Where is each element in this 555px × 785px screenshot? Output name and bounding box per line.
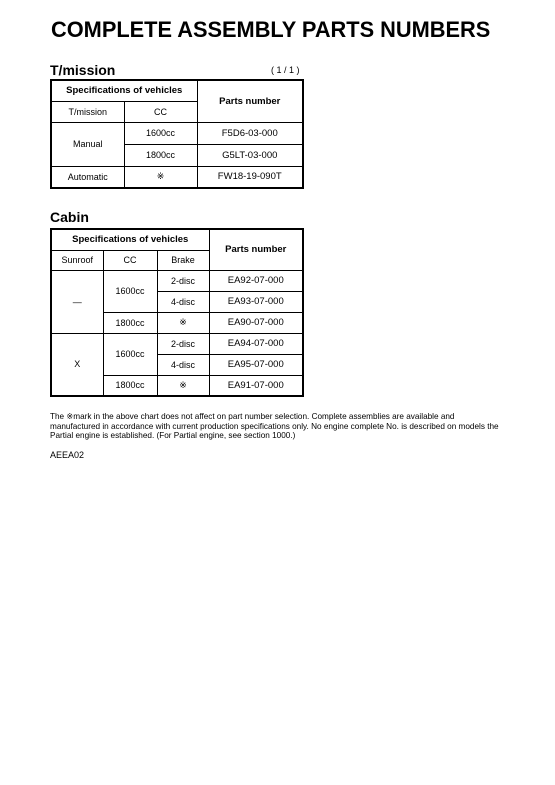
cabin-parts-table xyxy=(50,228,304,397)
spec-header: Specifications of vehicles xyxy=(51,229,209,250)
col-header-brake: Brake xyxy=(157,250,209,270)
cc-cell: 1800cc xyxy=(124,144,197,166)
brake-cell: 2-disc xyxy=(157,270,209,291)
table-row xyxy=(51,333,303,354)
table-row xyxy=(51,270,303,291)
col-header-cc: CC xyxy=(103,250,157,270)
cc-cell: 1600cc xyxy=(124,122,197,144)
part-number-cell: EA93-07-000 xyxy=(209,291,303,312)
brake-cell: 2-disc xyxy=(157,333,209,354)
cc-cell: ※ xyxy=(124,166,197,188)
brake-cell: ※ xyxy=(157,375,209,396)
sunroof-cell: — xyxy=(51,270,103,333)
transmission-heading: T/mission xyxy=(50,62,116,78)
parts-number-header: Parts number xyxy=(209,229,303,270)
cc-cell: 1600cc xyxy=(103,270,157,312)
sunroof-cell: X xyxy=(51,333,103,396)
parts-number-header: Parts number xyxy=(197,80,303,122)
page-indicator: ( 1 / 1 ) xyxy=(271,65,300,75)
tmission-type-cell: Manual xyxy=(51,122,124,166)
cc-cell: 1600cc xyxy=(103,333,157,375)
col-header-sunroof: Sunroof xyxy=(51,250,103,270)
brake-cell: 4-disc xyxy=(157,354,209,375)
part-number-cell: EA95-07-000 xyxy=(209,354,303,375)
part-number-cell: FW18-19-090T xyxy=(197,166,303,188)
transmission-parts-table xyxy=(50,79,304,189)
spec-header: Specifications of vehicles xyxy=(51,80,197,101)
table-row xyxy=(51,166,303,188)
brake-cell: 4-disc xyxy=(157,291,209,312)
brake-cell: ※ xyxy=(157,312,209,333)
part-number-cell: G5LT-03-000 xyxy=(197,144,303,166)
part-number-cell: EA90-07-000 xyxy=(209,312,303,333)
part-number-cell: EA92-07-000 xyxy=(209,270,303,291)
footnote: The ※mark in the above chart does not affect on part number selection. Complete assemblies are available and manufactured in accordance with current production specifications only. No engine complete No. is described on models the Partial engine is established. (For Partial engine, see section 1000.) xyxy=(50,412,499,441)
part-number-cell: F5D6-03-000 xyxy=(197,122,303,144)
col-header-cc: CC xyxy=(124,101,197,122)
table-row xyxy=(51,122,303,144)
part-number-cell: EA94-07-000 xyxy=(209,333,303,354)
page-title: COMPLETE ASSEMBLY PARTS NUMBERS xyxy=(51,17,491,42)
cc-cell: 1800cc xyxy=(103,312,157,333)
tmission-type-cell: Automatic xyxy=(51,166,124,188)
cabin-heading: Cabin xyxy=(50,209,89,225)
part-number-cell: EA91-07-000 xyxy=(209,375,303,396)
document-code: AEEA02 xyxy=(50,450,85,460)
col-header-tmission: T/mission xyxy=(51,101,124,122)
cc-cell: 1800cc xyxy=(103,375,157,396)
